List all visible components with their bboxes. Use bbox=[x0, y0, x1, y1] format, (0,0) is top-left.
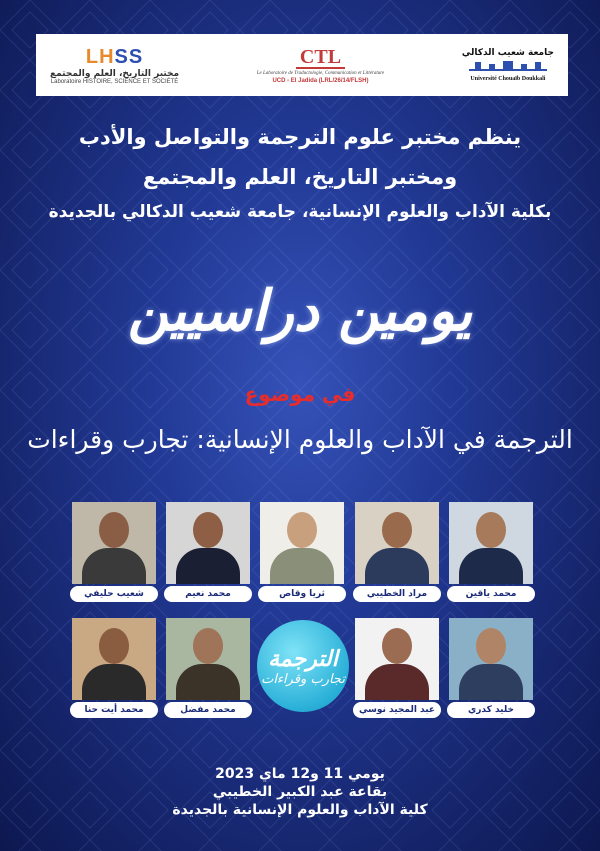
speaker-photo bbox=[355, 502, 439, 584]
emblem-line-2: تجارب وقراءات bbox=[261, 671, 345, 687]
ctl-logo: CTL Le Laboratoire de Traductologie, Communication et Littérature UCD - El Jadida (LRL/26/14/FLSH) bbox=[256, 45, 385, 84]
speaker-card bbox=[355, 618, 439, 715]
speaker-photo bbox=[166, 618, 250, 700]
speaker-photo bbox=[72, 618, 156, 700]
lhss-arabic-name: مختبر التاريخ، العلم والمجتمع bbox=[50, 68, 180, 79]
speaker-name: محمد أيت حنا bbox=[70, 702, 158, 718]
speaker-card bbox=[260, 502, 344, 599]
speaker-card bbox=[72, 618, 156, 715]
ucd-french-name: Université Chouaïb Doukkali bbox=[470, 76, 546, 82]
speaker-photo bbox=[355, 618, 439, 700]
event-subject: الترجمة في الآداب والعلوم الإنسانية: تجارب وقراءات bbox=[27, 425, 573, 454]
speaker-name: محمد ياقين bbox=[447, 586, 535, 602]
speaker-name: ثريا وقاص bbox=[258, 586, 346, 602]
speaker-card bbox=[166, 502, 250, 599]
speaker-name: مراد الخطيبي bbox=[353, 586, 441, 602]
speaker-photo bbox=[72, 502, 156, 584]
emblem-line-1: الترجمة bbox=[268, 645, 338, 672]
lhss-french-name: Laboratoire HISTOIRE, SCIENCE ET SOCIÉTÉ bbox=[50, 78, 179, 85]
speaker-name: محمد مفضل bbox=[164, 702, 252, 718]
organizer-line-3: بكلية الآداب والعلوم الإنسانية، جامعة شعيب الدكالي بالجديدة bbox=[48, 202, 552, 222]
speaker-card bbox=[449, 502, 533, 599]
lhss-logo: LHSS مختبر التاريخ، العلم والمجتمع Laboratoire HISTOIRE, SCIENCE ET SOCIÉTÉ bbox=[50, 45, 180, 85]
speaker-name: عبد المجيد نوسي bbox=[353, 702, 441, 718]
ctl-french-name: Le Laboratoire de Traductologie, Communication et Littérature bbox=[256, 70, 385, 76]
speaker-photo bbox=[166, 502, 250, 584]
organizer-line-1: ينظم مختبر علوم الترجمة والتواصل والأدب bbox=[78, 125, 522, 149]
ucd-emblem-icon bbox=[469, 60, 547, 74]
speaker-name: شعيب حليفي bbox=[70, 586, 158, 602]
event-date: يومي 11 و12 ماي 2023 bbox=[215, 766, 385, 782]
event-faculty: كلية الآداب والعلوم الإنسانية بالجديدة bbox=[172, 802, 428, 818]
speaker-photo bbox=[449, 618, 533, 700]
speaker-name: خليد كدري bbox=[447, 702, 535, 718]
ucd-arabic-name: جامعة شعيب الدكالي bbox=[461, 48, 554, 58]
event-hall: بقاعة عبد الكبير الخطيبي bbox=[212, 784, 388, 800]
ctl-code: UCD - El Jadida (LRL/26/14/FLSH) bbox=[272, 77, 369, 84]
speaker-photo bbox=[260, 502, 344, 584]
speaker-name: محمد نعيم bbox=[164, 586, 252, 602]
subject-intro: في موضوع bbox=[244, 382, 356, 406]
event-title: يومين دراسيين bbox=[127, 278, 473, 344]
logo-bar bbox=[36, 34, 568, 96]
speaker-card bbox=[72, 502, 156, 599]
speaker-card bbox=[166, 618, 250, 715]
speaker-card bbox=[355, 502, 439, 599]
organizer-line-2: ومختبر التاريخ، العلم والمجتمع bbox=[142, 165, 458, 189]
translation-emblem bbox=[257, 620, 349, 712]
ucd-logo bbox=[462, 48, 554, 82]
speaker-card bbox=[449, 618, 533, 715]
speaker-photo bbox=[449, 502, 533, 584]
